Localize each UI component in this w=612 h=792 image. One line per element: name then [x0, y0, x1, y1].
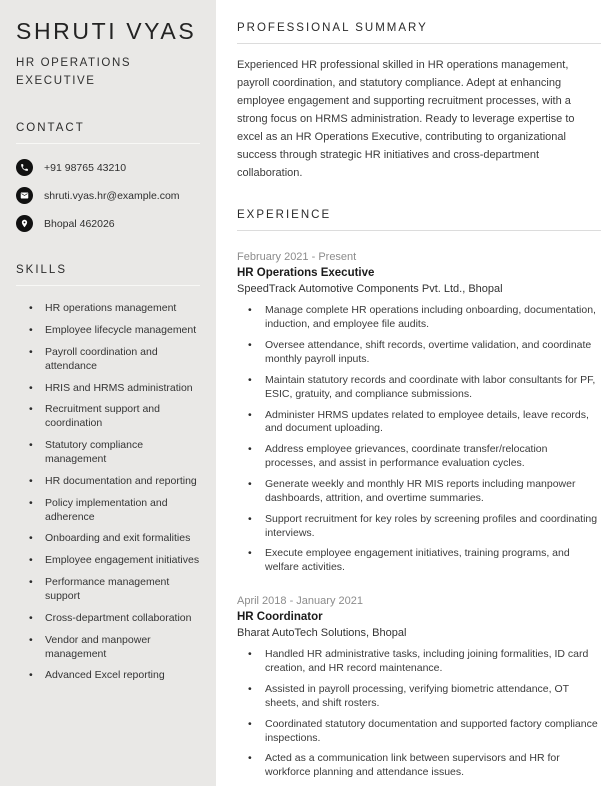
contact-list [16, 159, 200, 232]
job-bullet: • Generate weekly and monthly HR MIS reports including manpower dashboards, attrition, and overtime summaries. [237, 478, 601, 506]
sidebar [0, 0, 216, 786]
skill-item: • Advanced Excel reporting [16, 669, 200, 683]
job-bullet: • Support recruitment for key roles by screening profiles and coordinating interviews. [237, 513, 601, 541]
jobs-container [237, 251, 601, 780]
contact-item [16, 159, 200, 176]
location-icon [16, 215, 33, 232]
job-bullets [237, 648, 601, 780]
skills-list [16, 302, 200, 683]
summary-heading: PROFESSIONAL SUMMARY [237, 22, 601, 44]
skill-item: • Statutory compliance management [16, 439, 200, 467]
experience-heading: EXPERIENCE [237, 209, 601, 231]
skill-item: • Vendor and manpower management [16, 634, 200, 662]
skill-item: • Employee engagement initiatives [16, 554, 200, 568]
job-company: SpeedTrack Automotive Components Pvt. Ltd., Bhopal [237, 283, 503, 296]
job-title: HR Operations Executive [237, 267, 375, 280]
contact-item [16, 187, 200, 204]
contact-heading: CONTACT [16, 122, 200, 144]
job-bullet: • Manage complete HR operations including onboarding, documentation, induction, and employee file audits. [237, 304, 601, 332]
skill-item: • Onboarding and exit formalities [16, 532, 200, 546]
job-company: Bharat AutoTech Solutions, Bhopal [237, 627, 407, 640]
candidate-name: SHRUTI VYAS [16, 18, 197, 44]
job-bullet: • Assisted in payroll processing, verifying biometric attendance, OT sheets, and shift rosters. [237, 683, 601, 711]
job-bullet: • Address employee grievances, coordinate transfer/relocation processes, and assist in performance evaluation cycles. [237, 443, 601, 471]
skill-item: • Payroll coordination and attendance [16, 346, 200, 374]
skills-heading: SKILLS [16, 264, 200, 286]
contact-text: shruti.vyas.hr@example.com [44, 189, 180, 202]
candidate-title: HR OPERATIONS EXECUTIVE [16, 57, 132, 88]
job-bullet: • Maintain statutory records and coordinate with labor consultants for PF, ESIC, gratuity, and compliance submissions. [237, 374, 601, 402]
contact-text: Bhopal 462026 [44, 217, 115, 230]
job-entry [237, 595, 601, 780]
job-bullet: • Handled HR administrative tasks, including joining formalities, ID card creation, and HR record maintenance. [237, 648, 601, 676]
job-bullets [237, 304, 601, 575]
job-bullet: • Coordinated statutory documentation and supported factory compliance inspections. [237, 718, 601, 746]
skill-item: • Policy implementation and adherence [16, 497, 200, 525]
skill-item: • Employee lifecycle management [16, 324, 200, 338]
email-icon [16, 187, 33, 204]
job-bullet: • Acted as a communication link between supervisors and HR for workforce planning and attendance issues. [237, 752, 601, 780]
skill-item: • Cross-department collaboration [16, 612, 200, 626]
contact-item [16, 215, 200, 232]
skill-item: • Recruitment support and coordination [16, 403, 200, 431]
job-dates: February 2021 - Present [237, 251, 357, 264]
phone-icon [16, 159, 33, 176]
skill-item: • HR documentation and reporting [16, 475, 200, 489]
job-title: HR Coordinator [237, 611, 323, 624]
contact-text: +91 98765 43210 [44, 161, 127, 174]
job-dates: April 2018 - January 2021 [237, 595, 363, 608]
skill-item: • Performance management support [16, 576, 200, 604]
job-entry [237, 251, 601, 575]
main-content [237, 0, 601, 787]
job-bullet: • Administer HRMS updates related to employee details, leave records, and document uploading. [237, 409, 601, 437]
skill-item: • HRIS and HRMS administration [16, 382, 200, 396]
job-bullet: • Execute employee engagement initiatives, training programs, and welfare activities. [237, 547, 601, 575]
job-bullet: • Oversee attendance, shift records, overtime validation, and coordinate monthly payroll inputs. [237, 339, 601, 367]
skill-item: • HR operations management [16, 302, 200, 316]
summary-text: Experienced HR professional skilled in HR operations management, payroll coordination, and statutory compliance. Adept at enhancing employee engagement and supporting recruitment processes, with a strong focus on HRMS administration. Ready to leverage expertise to excel as an HR Operations Executive, contributing to organizational success through strategic HR initiatives and cross-department collaboration. [237, 59, 575, 179]
